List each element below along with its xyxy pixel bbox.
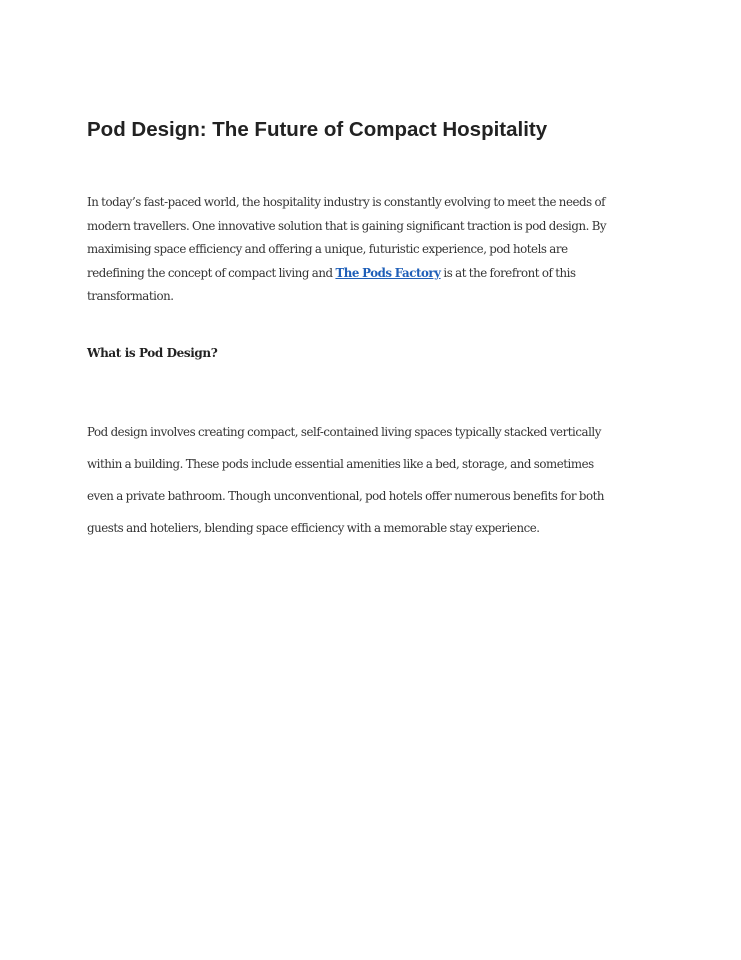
section-line: within a building. These pods include essential amenities like a bed, storage, and sometimes [87,457,594,471]
intro-line: In today’s fast-paced world, the hospitality industry is constantly evolving to meet the needs of [87,195,606,209]
intro-line: modern travellers. One innovative solution that is gaining significant traction is pod design. By [87,218,607,233]
section-heading: What is Pod Design? [87,346,218,360]
pods-factory-link[interactable]: The Pods Factory [335,265,441,280]
section-line: even a private bathroom. Though unconventional, pod hotels offer numerous benefits for both [87,489,605,503]
intro-line: maximising space efficiency and offering a unique, futuristic experience, pod hotels are [87,242,568,256]
intro-text-before-link: redefining the concept of compact living and [87,265,336,280]
intro-paragraph [87,191,647,309]
section-paragraph [87,416,647,544]
section-line: guests and hoteliers, blending space efficiency with a memorable stay experience. [87,521,540,535]
page-title: Pod Design: The Future of Compact Hospitality [87,118,548,141]
section-line: Pod design involves creating compact, self-contained living spaces typically stacked vertically [87,425,601,439]
intro-line: transformation. [87,289,174,303]
intro-text-after-link: is at the forefront of this [440,265,576,280]
intro-line-with-link [87,262,647,286]
